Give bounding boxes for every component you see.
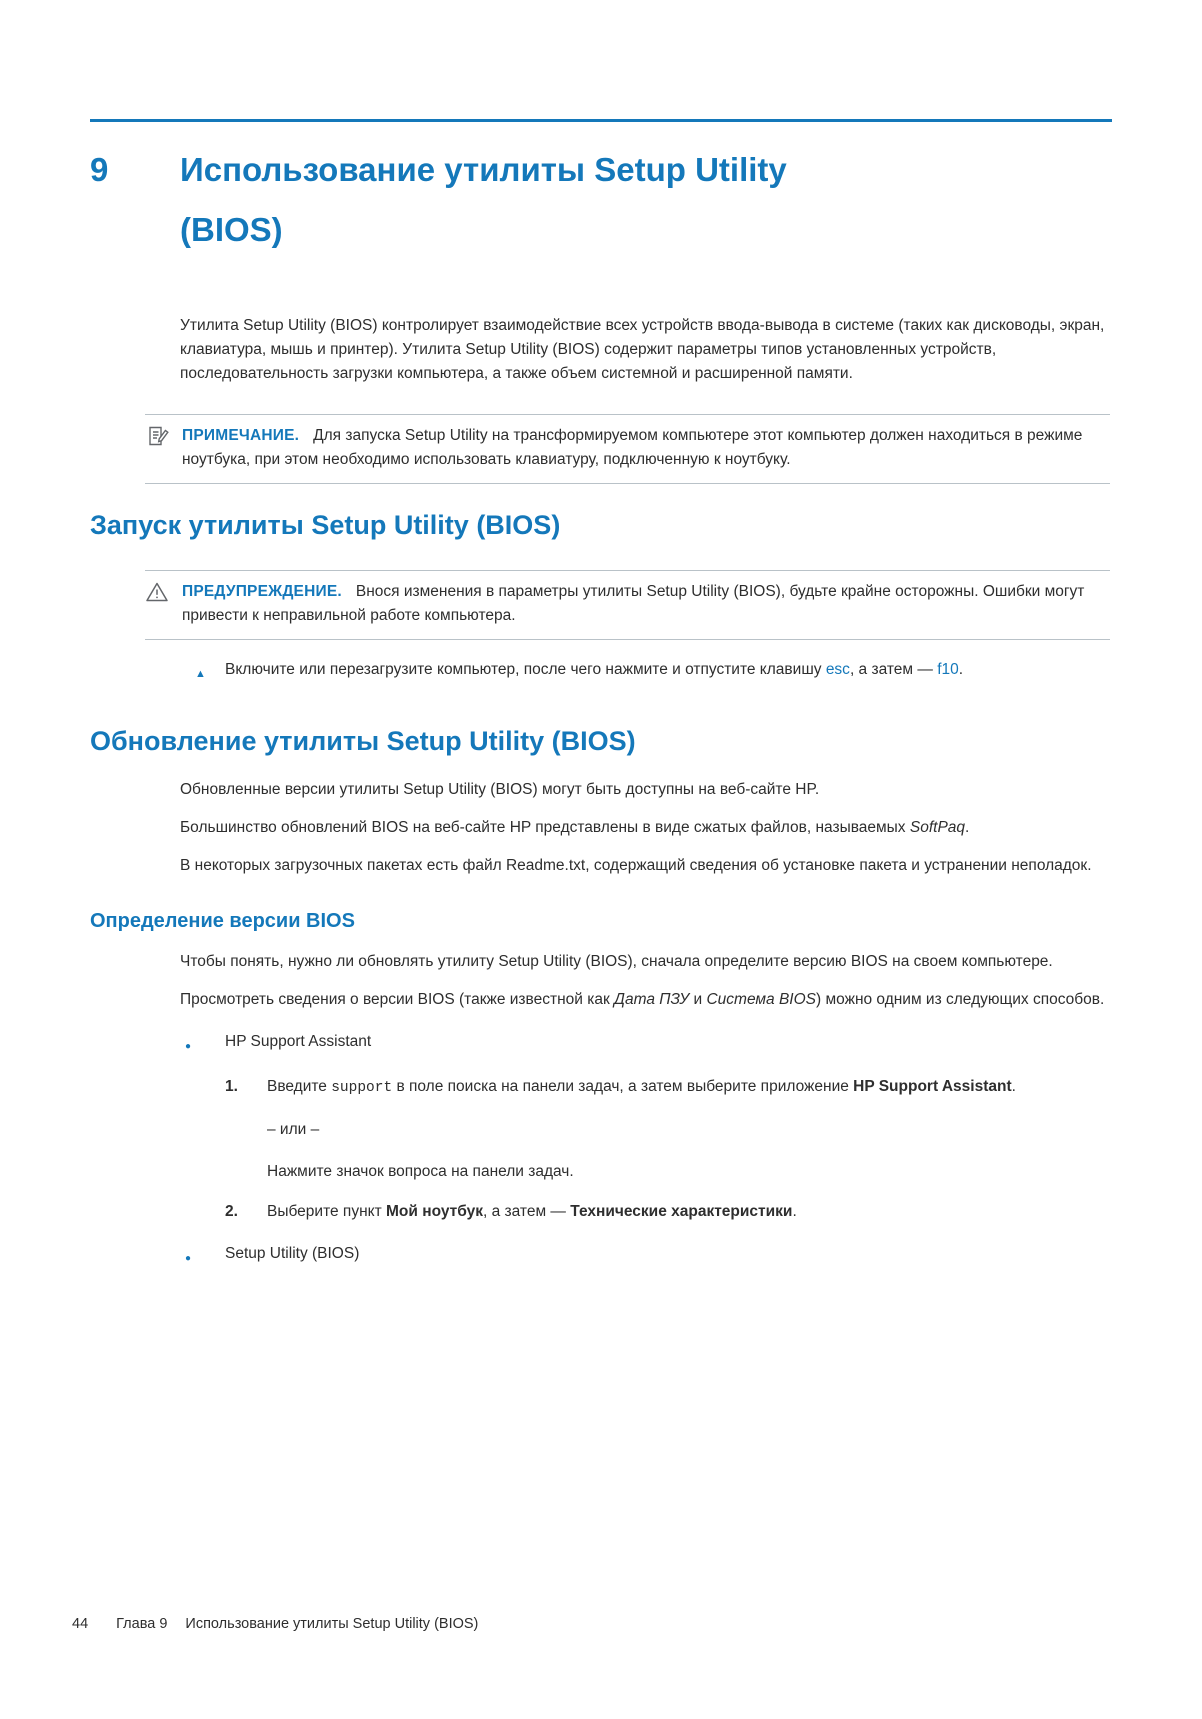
step-1-pre: Введите	[267, 1078, 332, 1095]
step-2-pre: Выберите пункт	[267, 1203, 386, 1220]
chapter-number: 9	[90, 151, 109, 188]
step-triangle-marker: ▲	[195, 668, 206, 680]
key-esc: esc	[825, 661, 850, 678]
caution-label: ПРЕДУПРЕЖДЕНИЕ.	[182, 583, 342, 600]
step-2-text	[267, 1200, 1110, 1224]
step-text	[225, 658, 963, 686]
chapter-heading	[90, 140, 1110, 260]
footer-chapter-title: Использование утилиты Setup Utility (BIOS)	[185, 1616, 479, 1632]
update-paragraph-1: Обновленные версии утилиты Setup Utility (BIOS) могут быть доступны на веб-сайте HP.	[180, 781, 820, 798]
bullet-hp-support-assistant	[185, 1030, 1110, 1059]
alt-instruction: Нажмите значок вопроса на панели задач.	[267, 1163, 574, 1180]
bullet-setup-utility	[185, 1242, 1110, 1271]
key-f10: f10	[937, 661, 959, 678]
subsection-heading-bios-version: Определение версии BIOS	[90, 910, 355, 932]
chapter-title-line1: Использование утилиты Setup Utility	[180, 151, 787, 188]
update-paragraph-3: В некоторых загрузочных пакетах есть файл Readme.txt, содержащий сведения об установке пакета и устранении неполадок.	[180, 857, 1092, 874]
update-paragraph-2-period: .	[965, 819, 970, 836]
update-paragraph-2	[180, 816, 1110, 840]
chapter-top-rule	[90, 119, 1112, 122]
version-paragraph-2-mid: и	[689, 991, 707, 1008]
numbered-step-1	[225, 1075, 1110, 1184]
version-paragraph-2-pre: Просмотреть сведения о версии BIOS (также известной как	[180, 991, 615, 1008]
hp-support-assistant-bold: HP Support Assistant	[853, 1078, 1012, 1095]
rom-date-italic: Дата ПЗУ	[614, 991, 690, 1008]
section-heading-update-bios: Обновление утилиты Setup Utility (BIOS)	[90, 726, 636, 756]
bullet-hp-support-assistant-label: HP Support Assistant	[225, 1033, 372, 1050]
note-block	[145, 414, 1110, 484]
note-pencil-icon	[145, 424, 169, 448]
step-1-body	[267, 1075, 1110, 1184]
specifications-bold: Технические характеристики	[570, 1203, 793, 1220]
step-1-text	[267, 1075, 1110, 1100]
chapter-title	[180, 140, 787, 260]
bullet-dot-icon: ●	[185, 1041, 192, 1052]
note-text: Для запуска Setup Utility на трансформируемом компьютере этот компьютер должен находиться в режиме ноутбука, при этом необходимо использовать клавиатуру, подключенную к ноутбуку.	[182, 427, 1083, 468]
support-code: support	[331, 1080, 393, 1096]
caution-text: Внося изменения в параметры утилиты Setup Utility (BIOS), будьте крайне осторожны. Ошибки могут привести к неправильной работе компьютера.	[182, 583, 1085, 624]
step-2-mid: , а затем —	[483, 1203, 571, 1220]
step-text-post: .	[958, 661, 964, 678]
step-1-post: .	[1011, 1078, 1016, 1095]
or-divider: – или –	[267, 1121, 320, 1138]
numbered-steps	[0, 1075, 1202, 1224]
version-paragraph-2-post: ) можно одним из следующих способов.	[816, 991, 1105, 1008]
bullet-dot-icon: ●	[185, 1253, 192, 1264]
note-label: ПРИМЕЧАНИЕ.	[182, 427, 300, 444]
footer-chapter-label: Глава 9	[116, 1616, 168, 1632]
version-paragraph-2	[180, 988, 1110, 1012]
bullet-setup-utility-label: Setup Utility (BIOS)	[225, 1245, 360, 1262]
step-text-pre: Включите или перезагрузите компьютер, после чего нажмите и отпустите клавишу	[225, 661, 826, 678]
system-bios-italic: Система BIOS	[706, 991, 816, 1008]
softpaq-italic: SoftPaq	[909, 819, 966, 836]
intro-paragraph: Утилита Setup Utility (BIOS) контролирует взаимодействие всех устройств ввода-вывода в системе (таких как дисководы, экран, клавиатура, мышь и принтер). Утилита Setup Utility (BIOS) содержит параметры типов установленных устройств, последовательность загрузки компьютера, а также объем системной и расширенной памяти.	[180, 317, 1105, 382]
step-2-number: 2.	[225, 1203, 238, 1220]
step-1-number: 1.	[225, 1078, 238, 1095]
step-2-body	[267, 1200, 1110, 1224]
caution-block	[145, 570, 1110, 640]
update-paragraph-2-text: Большинство обновлений BIOS на веб-сайте HP представлены в виде сжатых файлов, называемых	[180, 819, 910, 836]
chapter-title-line2: (BIOS)	[180, 211, 283, 248]
step-1-mid: в поле поиска на панели задач, а затем выберите приложение	[392, 1078, 854, 1095]
step-text-mid: , а затем —	[849, 661, 938, 678]
single-step-instruction	[195, 658, 1110, 686]
version-paragraph-1: Чтобы понять, нужно ли обновлять утилиту Setup Utility (BIOS), сначала определите версию BIOS на своем компьютере.	[180, 953, 1053, 970]
page-footer	[72, 1616, 478, 1632]
warning-triangle-icon	[145, 580, 169, 604]
section-heading-start-setup: Запуск утилиты Setup Utility (BIOS)	[90, 510, 561, 540]
footer-page-number: 44	[72, 1616, 89, 1632]
step-2-post: .	[792, 1203, 797, 1220]
my-notebook-bold: Мой ноутбук	[386, 1203, 483, 1220]
numbered-step-2	[225, 1200, 1110, 1224]
